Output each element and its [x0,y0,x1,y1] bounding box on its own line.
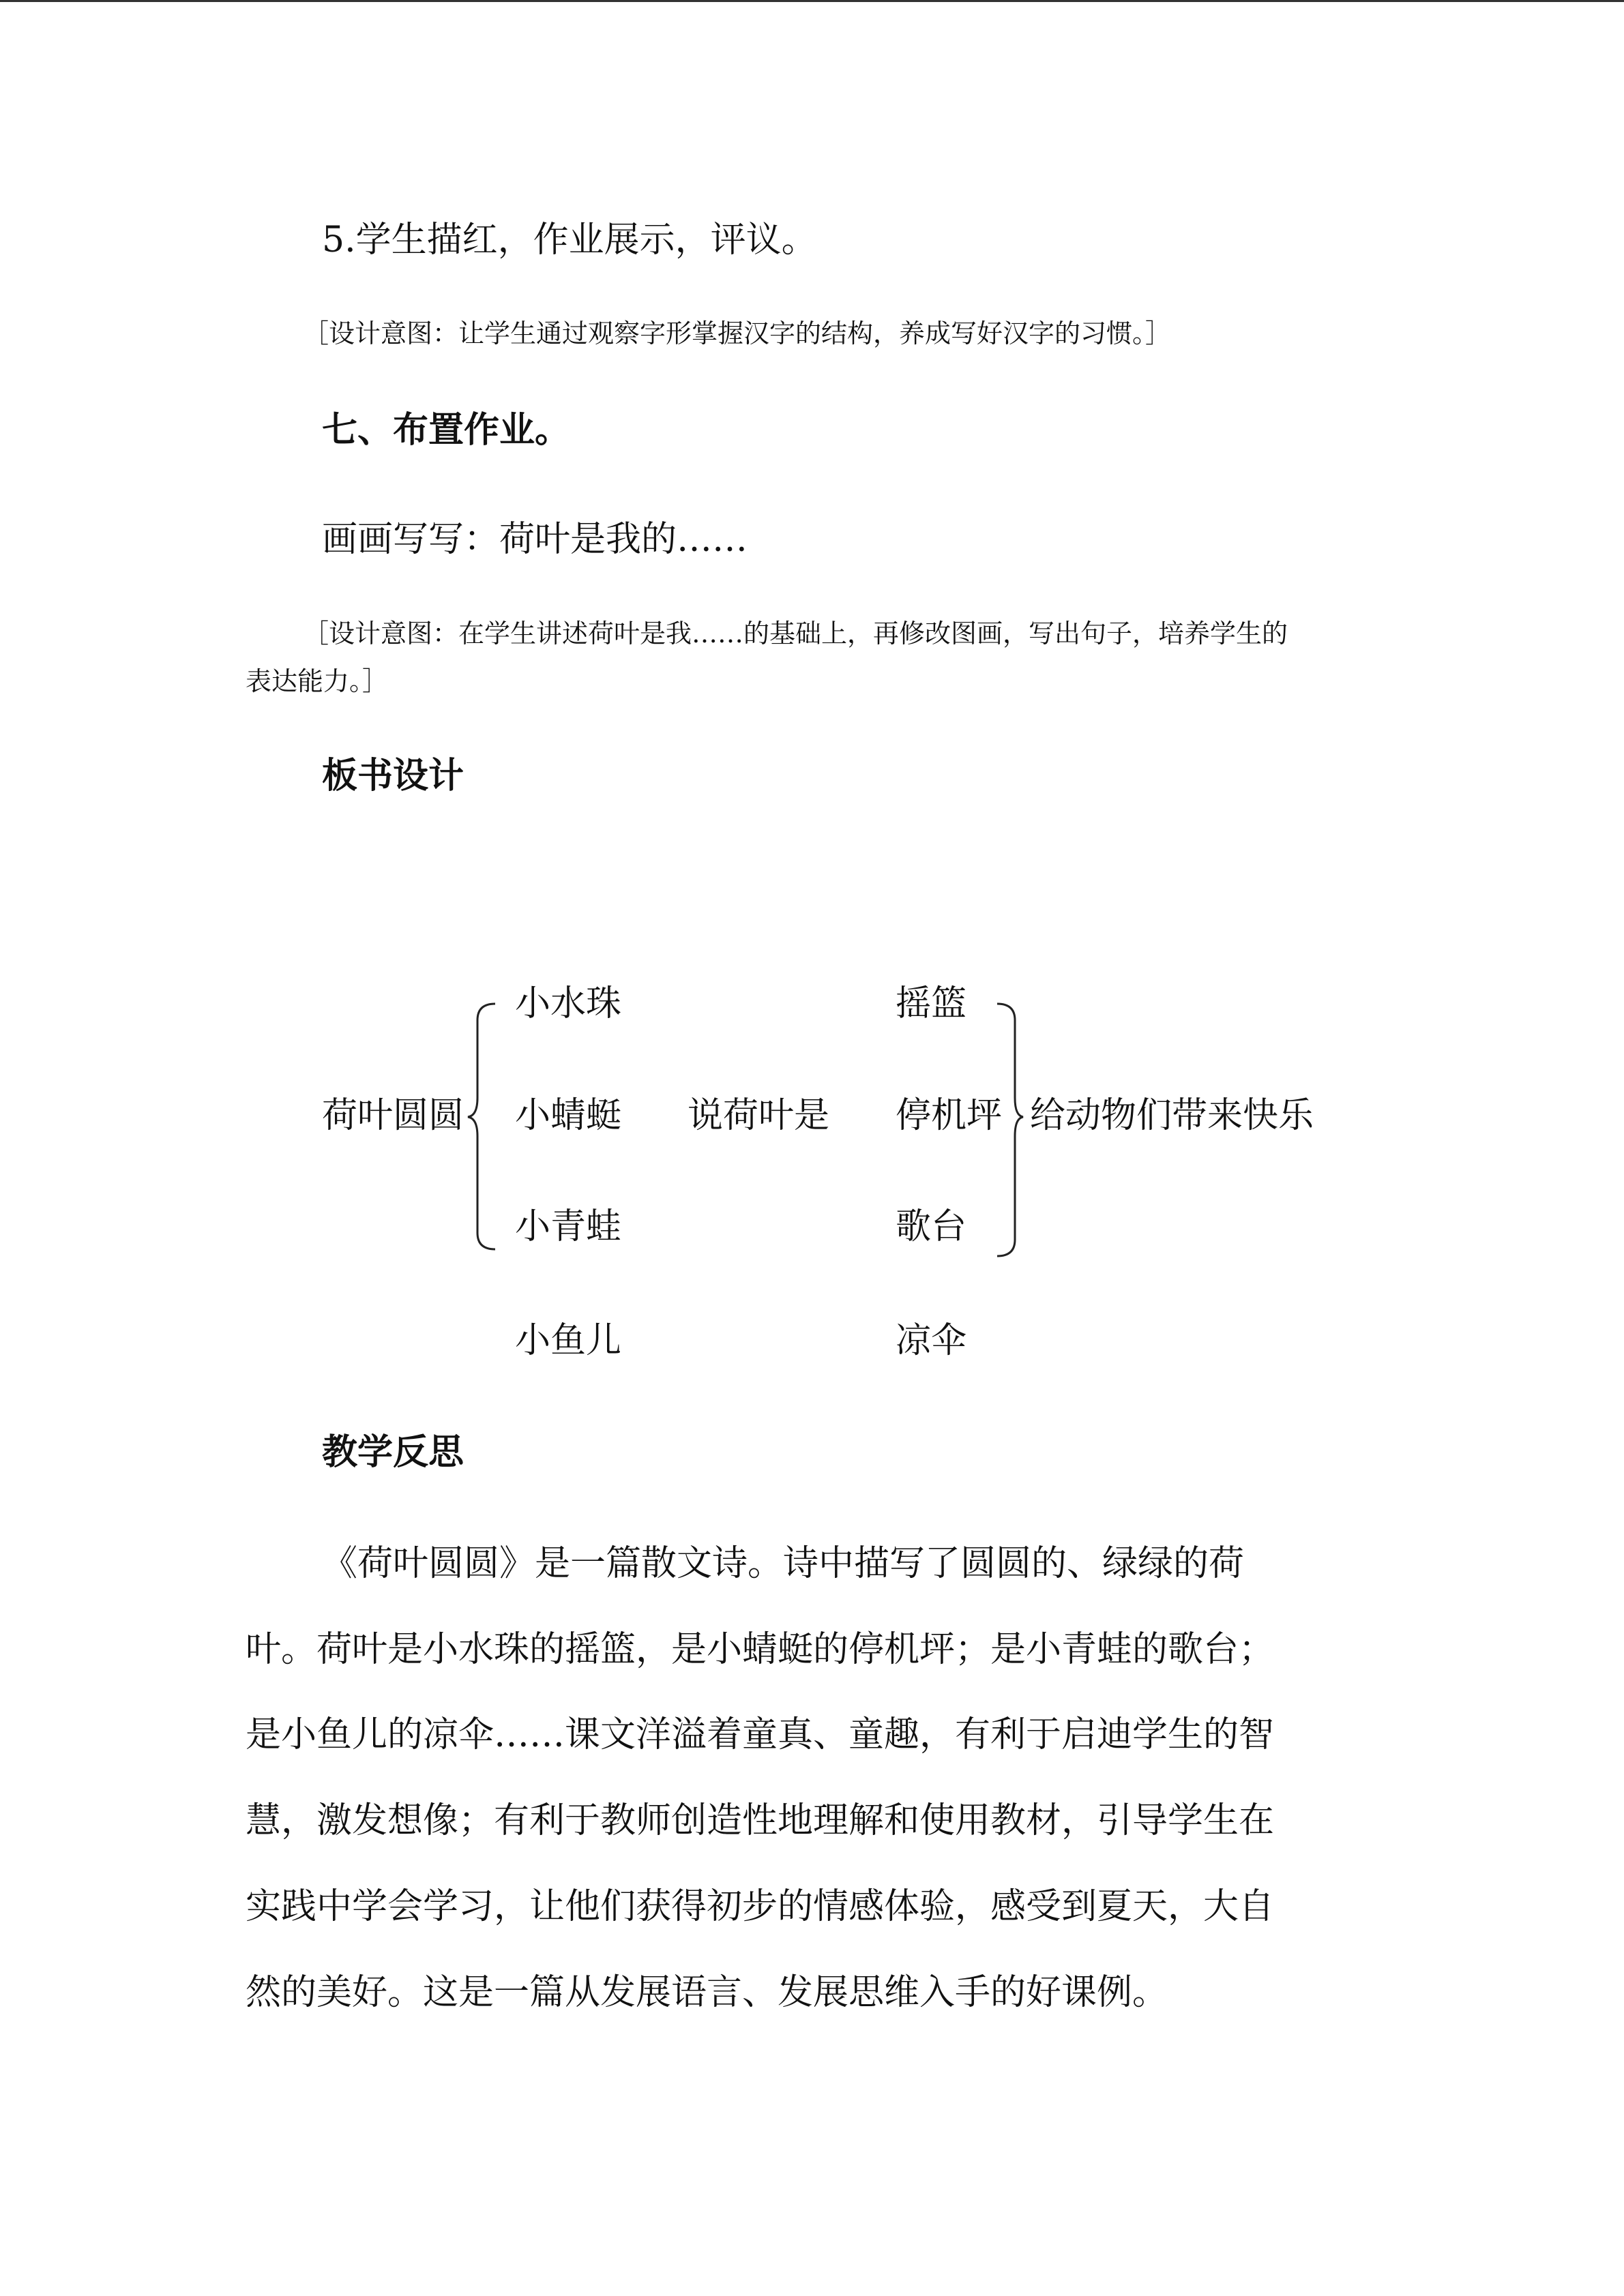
left-brace [468,1004,495,1249]
design-intent-1: ［设计意图：让学生通过观察字形掌握汉字的结构，养成写好汉字的习惯。］ [303,318,1172,348]
reflection-line-3: 是小鱼儿的凉伞……课文洋溢着童真、童趣，有利于启迪学生的智 [246,1714,1275,1755]
board-conclusion: 给动物们带来快乐 [1030,1095,1314,1136]
board-thing-1: 摇篮 [896,983,967,1024]
board-animal-4: 小鱼儿 [515,1320,622,1361]
page-top-rule [0,0,1624,2]
board-subject: 荷叶圆圆 [322,1095,464,1136]
board-animal-3: 小青蛙 [515,1206,622,1247]
board-animal-1: 小水珠 [515,983,622,1024]
board-thing-3: 歌台 [896,1206,967,1247]
homework-text: 画画写写：荷叶是我的…… [322,519,748,560]
design-intent-2-line-2: 表达能力。］ [246,666,389,696]
reflection-line-1: 《荷叶圆圆》是一篇散文诗。诗中描写了圆圆的、绿绿的荷 [322,1543,1245,1584]
teaching-reflection-heading: 教学反思 [322,1431,464,1473]
reflection-line-2: 叶。荷叶是小水珠的摇篮，是小蜻蜓的停机坪；是小青蛙的歌台； [246,1629,1275,1670]
reflection-line-5: 实践中学会学习，让他们获得初步的情感体验，感受到夏天，大自 [246,1886,1275,1927]
board-verb: 说荷叶是 [688,1095,830,1136]
board-animal-2: 小蜻蜓 [515,1095,622,1136]
reflection-line-6: 然的美好。这是一篇从发展语言、发展思维入手的好课例。 [246,1972,1168,2013]
step-5-text: 5.学生描红，作业展示，评议。 [322,220,817,260]
reflection-line-4: 慧，激发想像；有利于教师创造性地理解和使用教材，引导学生在 [246,1800,1275,1841]
board-design-heading: 板书设计 [322,755,464,796]
design-intent-2-line-1: ［设计意图：在学生讲述荷叶是我……的基础上，再修改图画，写出句子，培养学生的 [303,618,1288,648]
section-7-heading: 七、布置作业。 [322,409,571,451]
board-thing-2: 停机坪 [896,1095,1003,1136]
board-thing-4: 凉伞 [896,1320,967,1361]
